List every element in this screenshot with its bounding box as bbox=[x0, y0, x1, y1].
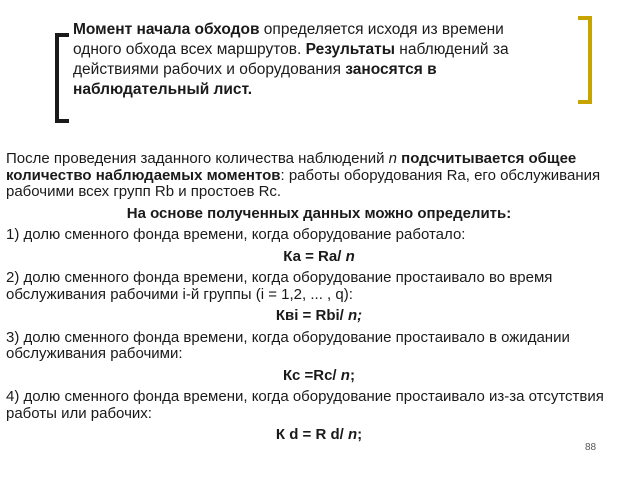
intro-n: n bbox=[388, 150, 398, 167]
item-4: 4) долю сменного фонда времени, когда оборудование простаивало из-за отсутствия работы или рабочих: bbox=[6, 388, 604, 422]
formula-3 bbox=[6, 368, 632, 385]
header-text-4: наблюдений за действиями рабочих и оборудования bbox=[73, 41, 509, 78]
slide-header bbox=[73, 20, 553, 100]
header-bold-3: Результаты bbox=[301, 41, 395, 58]
intro-text-3: : работы оборудования Ra, его обслуживания рабочими всех групп Rb и простоев Rc. bbox=[6, 166, 601, 200]
header-text-2: определяется исходя из времени одного обхода всех маршрутов. bbox=[73, 21, 504, 58]
item-1: 1) долю сменного фонда времени, когда оборудование работало: bbox=[6, 226, 466, 243]
formula-3-var: n bbox=[340, 366, 350, 384]
formula-2-lhs: Квi = Rbi/ bbox=[275, 307, 348, 324]
formula-3-lhs: Кс =Rc/ bbox=[283, 366, 341, 384]
left-bracket-decoration bbox=[55, 33, 69, 123]
right-bracket-decoration bbox=[578, 16, 592, 104]
page-number: 88 bbox=[585, 442, 597, 453]
header-bold-5: заносятся в наблюдательный лист. bbox=[73, 61, 437, 98]
formula-2-var: n; bbox=[347, 307, 363, 324]
slide-body bbox=[6, 151, 632, 444]
formula-1-lhs: Ка = Ra/ bbox=[283, 247, 346, 265]
section-heading: На основе полученных данных можно определить: bbox=[126, 204, 512, 222]
intro-paragraph bbox=[6, 151, 632, 201]
formula-1 bbox=[6, 249, 632, 266]
formula-1-var: n bbox=[345, 247, 355, 265]
formula-4-tail: ; bbox=[357, 426, 363, 443]
header-bold-1: Момент начала обходов bbox=[73, 21, 260, 38]
item-2: 2) долю сменного фонда времени, когда оборудование простаивало во время обслуживания рабочими i-й группы (i = 1,2, ... , q): bbox=[6, 269, 553, 303]
item-3: 3) долю сменного фонда времени, когда оборудование простаивало в ожидании обслуживания рабочими: bbox=[6, 328, 570, 362]
formula-4-lhs: К d = R d/ bbox=[275, 426, 348, 443]
formula-4-var: n bbox=[347, 426, 358, 443]
formula-2 bbox=[6, 308, 632, 325]
formula-3-tail: ; bbox=[349, 366, 355, 384]
intro-text-1: После проведения заданного количества наблюдений bbox=[6, 150, 389, 167]
intro-bold: подсчитывается общее количество наблюдаемых моментов bbox=[6, 150, 577, 184]
formula-4 bbox=[6, 427, 632, 444]
